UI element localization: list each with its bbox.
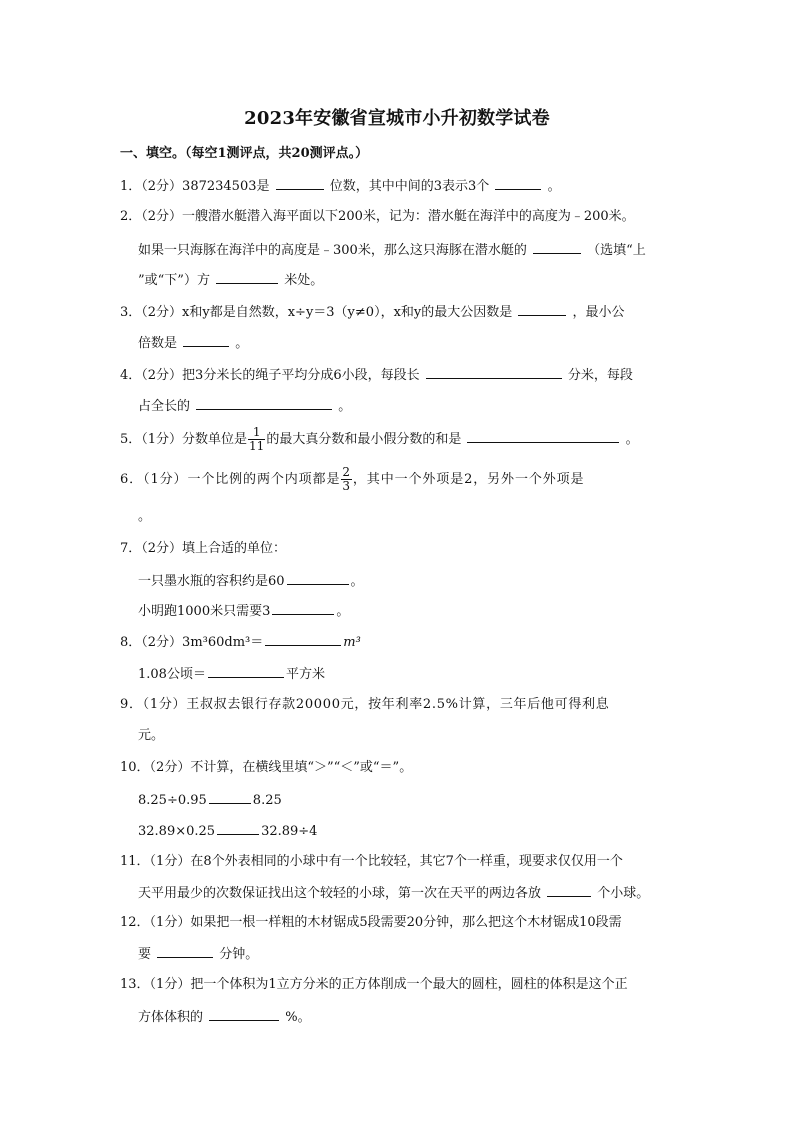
q11-blank[interactable] [547,883,591,897]
q6-fraction [341,466,352,493]
q10-blank-1[interactable] [209,790,251,804]
q4-text-d: 。 [338,399,352,414]
question-13-line-2 [138,1007,311,1027]
q4-text-c: 占全长的 [138,399,191,414]
question-7-line-1: 7．（2分）填上合适的单位： [120,541,287,556]
q8-text-a: 8．（2分）3m³60dm³＝ [120,635,264,650]
q10-expr-c: 32.89×0.25 [138,824,216,839]
q4-blank-1[interactable] [426,365,562,379]
question-4-line-2 [138,396,351,416]
q1-text-mid: 位数，其中中间的3表示3个 [329,179,490,194]
q8-text-b: 1.08公顷＝ [138,667,206,682]
q7-text-b: 。 [350,574,364,589]
question-8-line-2 [138,664,325,684]
q13-text-a: 方体体积的 [138,1010,204,1025]
section-heading: 一、填空。（每空1测评点，共20测评点。） [120,146,369,161]
question-5 [120,424,639,456]
q7-blank-1[interactable] [287,571,349,585]
q5-denominator: 11 [249,439,265,453]
q13-text-b: %。 [285,1010,311,1025]
q4-text-b: 分米，每段 [567,368,633,383]
q2-text-d: 米处。 [284,273,324,288]
q3-blank-2[interactable] [183,333,229,347]
question-11-line-2 [138,883,649,903]
q5-blank[interactable] [467,429,619,443]
q7-blank-2[interactable] [272,601,334,615]
q10-expr-b: 8.25 [252,793,282,808]
q1-blank-2[interactable] [495,176,541,190]
q12-blank[interactable] [157,944,213,958]
q5-text-b: 的最大真分数和最小假分数的和是 [266,432,462,447]
question-12-line-1: 12．（1分）如果把一根一样粗的木材锯成5段需要20分钟，那么把这个木材锯成10段需 [120,915,622,930]
question-7-line-2 [138,571,364,591]
question-8-line-1 [120,632,361,652]
q6-text-a: 6．（1分）一个比例的两个内项都是 [120,472,341,487]
q3-text-a: 3．（2分）x和y都是自然数，x÷y＝3（y≠0），x和y的最大公因数是 [120,305,513,320]
q10-expr-a: 8.25÷0.95 [138,793,207,808]
question-2-line-3 [138,270,323,290]
question-7-line-3 [138,601,349,621]
q2-blank-1[interactable] [533,240,581,254]
question-13-line-1: 13．（1分）把一个体积为1立方分米的正方体削成一个最大的圆柱，圆柱的体积是这个正 [120,977,628,992]
q10-blank-2[interactable] [217,821,259,835]
q1-blank-1[interactable] [276,176,324,190]
question-6-line-2: 。 [138,509,152,524]
q11-text-b: 个小球。 [597,886,650,901]
q2-blank-2[interactable] [216,270,278,284]
q6-denominator: 3 [342,479,351,493]
q2-text-a: 如果一只海豚在海洋中的高度是﹣300米，那么这只海豚在潜水艇的 [138,243,527,258]
question-9-line-2: 元。 [138,728,165,743]
q3-text-c: 倍数是 [138,336,178,351]
q4-text-a: 4．（2分）把3分米长的绳子平均分成6小段，每段长 [120,368,420,383]
q12-text-b: 分钟。 [219,947,259,962]
question-3-line-2 [138,333,248,353]
q6-numerator: 2 [342,465,351,479]
q3-text-b: ，最小公 [572,305,625,320]
q13-blank[interactable] [209,1007,279,1021]
question-10-line-3 [138,821,317,841]
q8-blank-2[interactable] [208,664,284,678]
q8-text-c: 平方米 [285,667,325,682]
q3-blank-1[interactable] [518,302,566,316]
question-12-line-2 [138,944,258,964]
question-10-line-1: 10．（2分）不计算，在横线里填“＞”“＜”或“＝”。 [120,760,413,775]
q7-text-d: 。 [336,604,350,619]
q8-blank-1[interactable] [265,632,341,646]
question-1 [120,176,561,196]
question-9-line-1: 9．（1分）王叔叔去银行存款20000元，按年利率2.5%计算，三年后他可得利息 [120,697,610,712]
q5-fraction [248,426,265,453]
q7-text-c: 小明跑1000米只需要3 [138,604,271,619]
question-11-line-1: 11．（1分）在8个外表相同的小球中有一个比较轻，其它7个一样重，现要求仅仅用一个 [120,854,623,869]
q7-text-a: 一只墨水瓶的容积约是60 [138,574,285,589]
q1-text-prefix: 1．（2分）387234503是 [120,179,270,194]
q11-text-a: 天平用最少的次数保证找出这个较轻的小球，第一次在天平的两边各放 [138,886,542,901]
q2-text-c: ”或“下”）方 [138,273,210,288]
q2-text-b: （选填“上 [587,243,646,258]
q1-text-end: 。 [547,179,561,194]
question-2-line-1: 2．（2分）一艘潜水艇潜入海平面以下200米，记为：潜水艇在海洋中的高度为﹣200米。 [120,209,635,224]
question-10-line-2 [138,790,282,810]
q4-blank-2[interactable] [196,396,332,410]
question-6-line-1 [120,464,584,496]
q5-text-a: 5．（1分）分数单位是 [120,432,248,447]
page-title: 2023年安徽省宣城市小升初数学试卷 [244,108,550,129]
q10-expr-d: 32.89÷4 [261,824,318,839]
question-4-line-1 [120,365,633,385]
q8-unit: m³ [343,635,361,650]
question-3-line-1 [120,302,625,322]
q6-text-b: ，其中一个外项是2，另外一个外项是 [352,472,585,487]
question-2-line-2 [138,240,646,260]
q5-numerator: 1 [248,426,265,440]
q5-text-c: 。 [625,432,639,447]
q3-text-d: 。 [235,336,249,351]
q12-text-a: 要 [138,947,152,962]
